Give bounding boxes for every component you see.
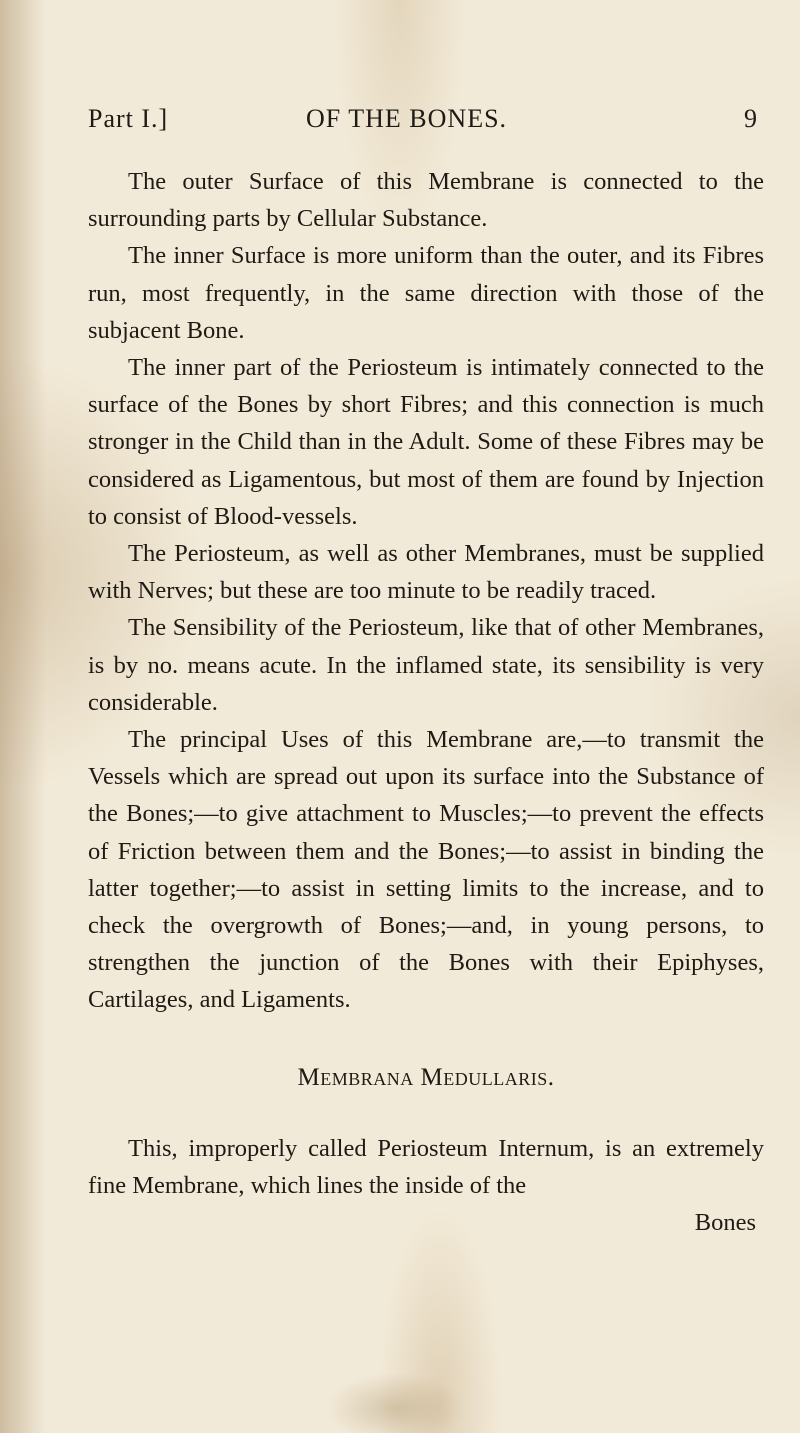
running-head	[88, 104, 758, 140]
page-edge-shadow	[0, 0, 46, 1433]
paragraph: The Periosteum, as well as other Membranes, must be supplied with Nerves; but these are too minute to be readily traced.	[88, 540, 764, 605]
paragraph: The outer Surface of this Membrane is connected to the surrounding parts by Cellular Substance.	[88, 168, 764, 233]
paragraph: The inner Surface is more uniform than the outer, and its Fibres run, most frequently, in the same direction with those of the subjacent Bone.	[88, 242, 764, 344]
section-heading: Membrana Medullaris.	[297, 1063, 555, 1091]
paragraph: The principal Uses of this Membrane are,—to transmit the Vessels which are spread out upon its surface into the Substance of the Bones;—to give attachment to Muscles;—to prevent the effects of Friction between them and the Bones;—to assist in binding the latter together;—to assist in setting limits to the increase, and to check the overgrowth of Bones;—and, in young persons, to strengthen the junction of the Bones with their Epiphyses, Cartilages, and Ligaments.	[88, 726, 764, 1014]
page-number: 9	[744, 104, 758, 133]
part-label: Part I.]	[88, 104, 169, 133]
paragraph: The inner part of the Periosteum is intimately connected to the surface of the Bones by short Fibres; and this connection is much stronger in the Child than in the Adult. Some of these Fibres may be considered as Ligamentous, but most of them are found by Injection to consist of Blood-vessels.	[88, 354, 764, 530]
paper-stain	[325, 1372, 465, 1433]
paragraph: This, improperly called Periosteum Internum, is an extremely fine Membrane, which lines the inside of the	[88, 1134, 764, 1200]
catchword: Bones	[694, 1209, 756, 1237]
chapter-title: OF THE BONES.	[306, 104, 508, 133]
body-text	[88, 163, 764, 1241]
paragraph: The Sensibility of the Periosteum, like that of other Membranes, is by no. means acute. In the inflamed state, its sensibility is very considerable.	[88, 614, 764, 716]
